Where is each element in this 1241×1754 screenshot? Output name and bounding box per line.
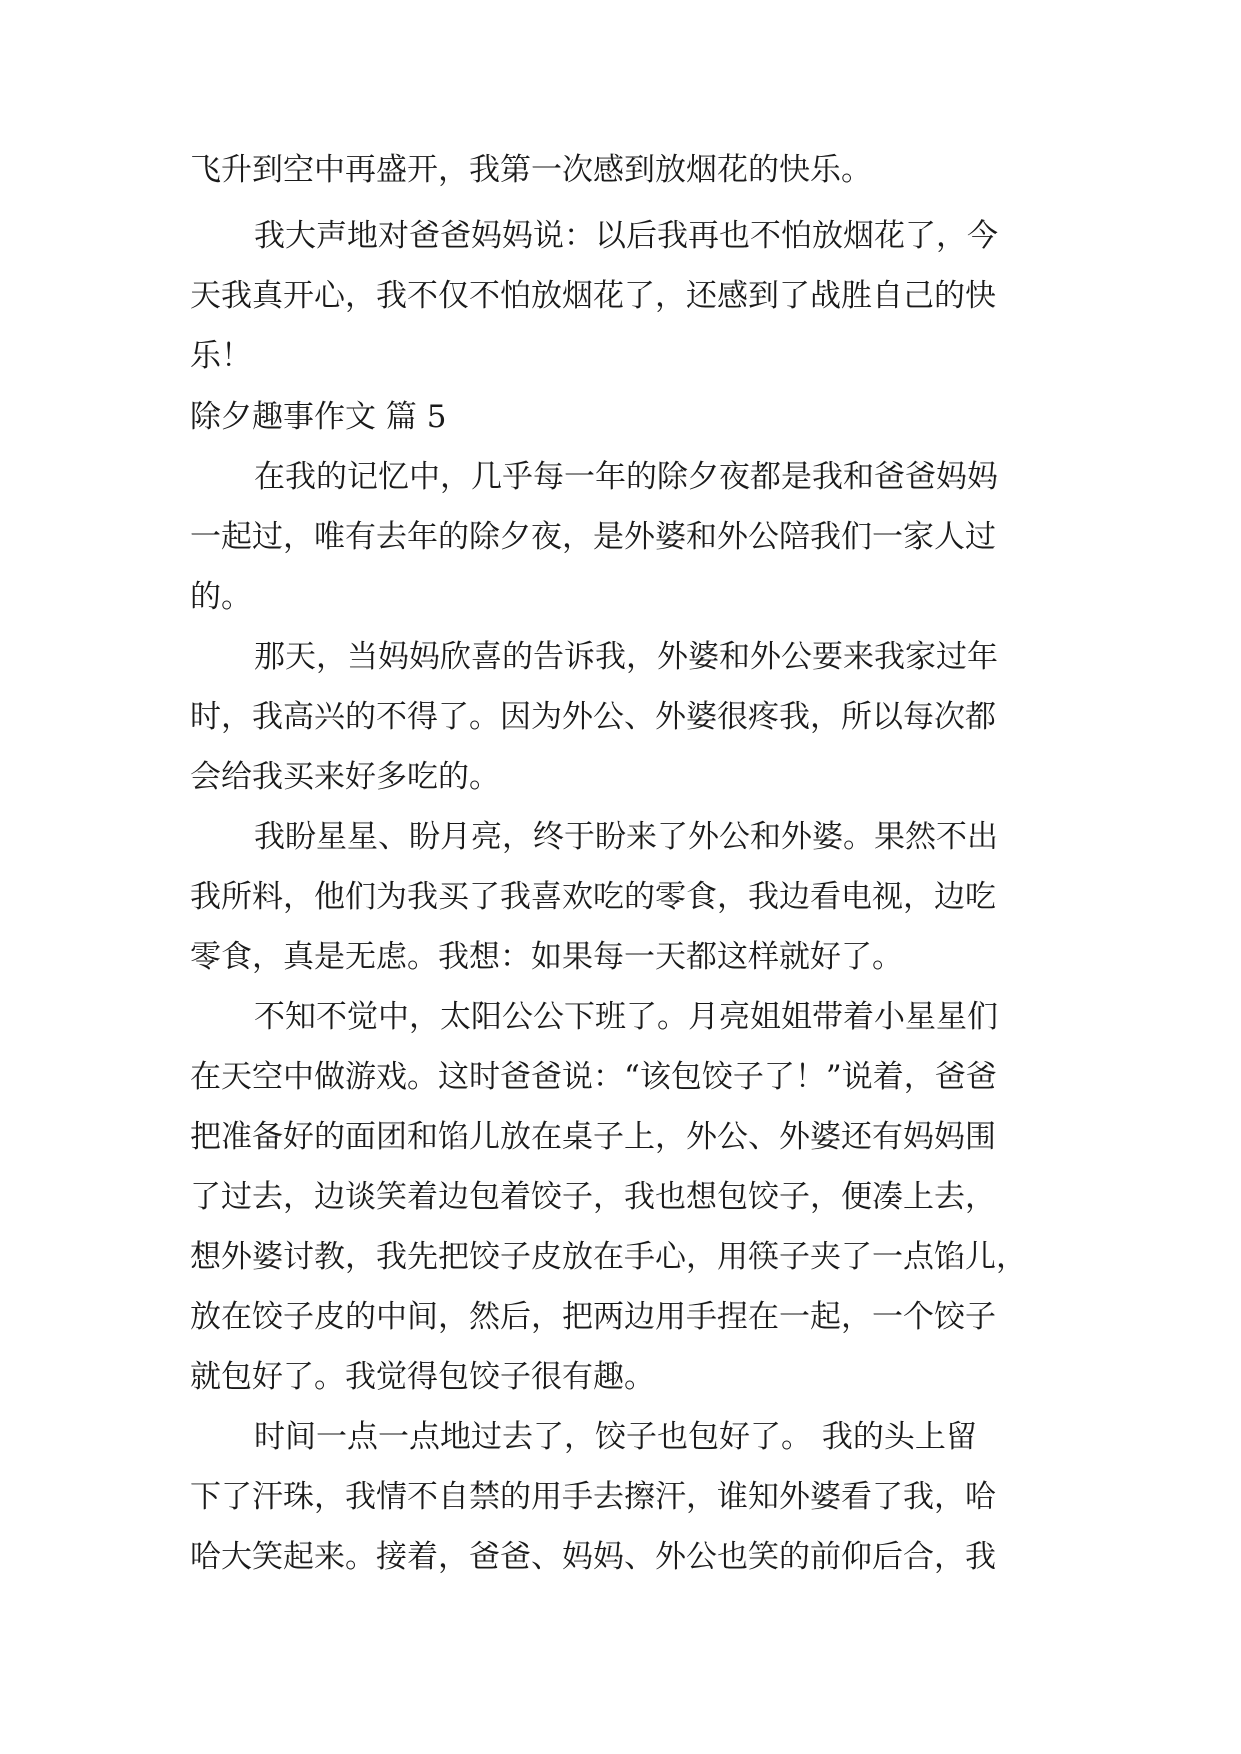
text-line: 我大声地对爸爸妈妈说：以后我再也不怕放烟花了，今 <box>254 218 998 254</box>
text-line: 我所料，他们为我买了我喜欢吃的零食，我边看电视，边吃 <box>190 879 996 915</box>
text-line: 乐！ <box>190 338 252 374</box>
text-line: 在天空中做游戏。这时爸爸说：“该包饺子了！”说着，爸爸 <box>190 1059 997 1095</box>
text-line: 哈大笑起来。接着，爸爸、妈妈、外公也笑的前仰后合，我 <box>190 1539 996 1575</box>
text-line: 放在饺子皮的中间，然后，把两边用手捏在一起，一个饺子 <box>190 1299 996 1335</box>
text-line: 不知不觉中，太阳公公下班了。月亮姐姐带着小星星们 <box>254 999 998 1035</box>
text-line: 零食，真是无虑。我想：如果每一天都这样就好了。 <box>190 939 903 975</box>
text-line: 飞升到空中再盛开，我第一次感到放烟花的快乐。 <box>190 152 872 188</box>
text-line: 会给我买来好多吃的。 <box>190 759 500 795</box>
text-line: 在我的记忆中，几乎每一年的除夕夜都是我和爸爸妈妈 <box>254 459 998 495</box>
text-line: 把准备好的面团和馅儿放在桌子上，外公、外婆还有妈妈围 <box>190 1119 996 1155</box>
text-line: 那天，当妈妈欣喜的告诉我，外婆和外公要来我家过年 <box>254 639 998 675</box>
text-line: 一起过，唯有去年的除夕夜，是外婆和外公陪我们一家人过 <box>190 519 996 555</box>
text-line: 想外婆讨教，我先把饺子皮放在手心，用筷子夹了一点馅儿， <box>190 1239 1027 1275</box>
text-line: 的。 <box>190 579 252 615</box>
text-line: 时间一点一点地过去了，饺子也包好了。 我的头上留 <box>254 1419 977 1455</box>
text-line: 就包好了。我觉得包饺子很有趣。 <box>190 1359 655 1395</box>
section-heading: 除夕趣事作文 篇 5 <box>190 399 447 435</box>
text-line: 了过去，边谈笑着边包着饺子，我也想包饺子，便凑上去， <box>190 1179 996 1215</box>
text-line: 时，我高兴的不得了。因为外公、外婆很疼我，所以每次都 <box>190 699 996 735</box>
text-line: 下了汗珠，我情不自禁的用手去擦汗，谁知外婆看了我，哈 <box>190 1479 996 1515</box>
text-line: 我盼星星、盼月亮，终于盼来了外公和外婆。果然不出 <box>254 819 998 855</box>
text-line: 天我真开心，我不仅不怕放烟花了，还感到了战胜自己的快 <box>190 278 996 314</box>
